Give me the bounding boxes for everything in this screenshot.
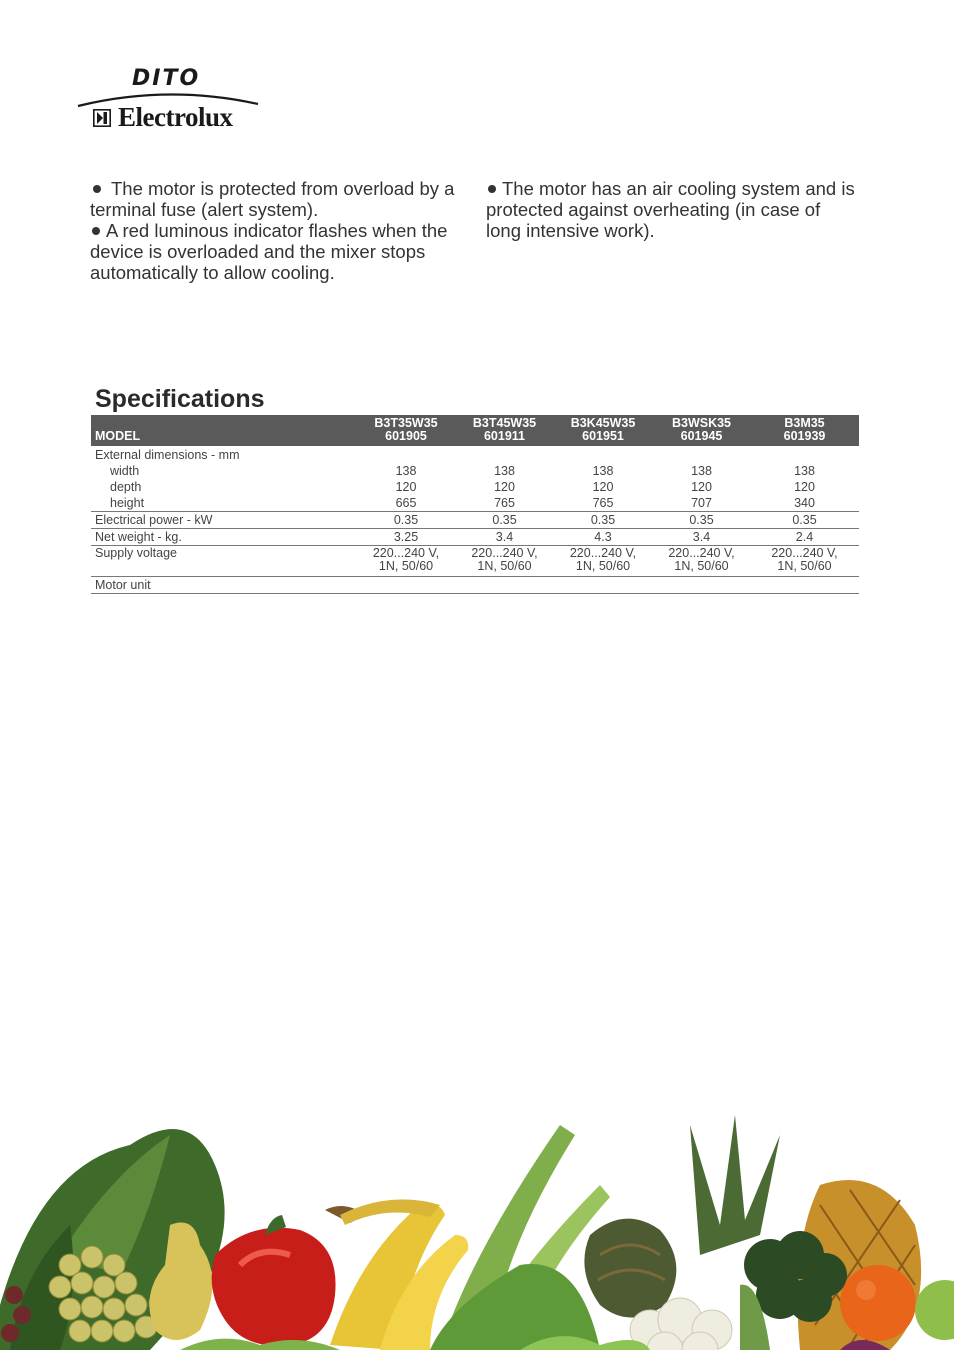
model-column-header: B3M35 601939 bbox=[750, 415, 859, 446]
electrolux-mark-icon bbox=[93, 109, 111, 127]
produce-illustration bbox=[0, 1105, 954, 1350]
table-row: Electrical power - kW 0.35 0.35 0.35 0.35 0.35 bbox=[91, 512, 859, 529]
specifications-title: Specifications bbox=[95, 385, 265, 413]
pineapple-crown bbox=[690, 1115, 780, 1255]
table-row: Motor unit bbox=[91, 577, 859, 594]
model-header: MODEL bbox=[91, 415, 356, 446]
orange bbox=[840, 1265, 916, 1341]
table-row: External dimensions - mm bbox=[95, 448, 240, 462]
brand-logo bbox=[76, 62, 260, 134]
bullet-icon bbox=[92, 227, 100, 235]
table-row: depth 120 120 120 120 120 bbox=[110, 480, 815, 494]
model-column-header: B3WSK35 601945 bbox=[653, 415, 750, 446]
feature-item: A red luminous indicator flashes when the device is overloaded and the mixer stops automatically to allow cooling. bbox=[90, 220, 448, 283]
table-row: height 665 765 765 707 340 bbox=[91, 495, 859, 512]
dito-wordmark: DITO bbox=[132, 66, 201, 91]
features-left bbox=[90, 178, 465, 283]
model-column-header: B3T45W35 601911 bbox=[456, 415, 553, 446]
features-right bbox=[486, 178, 856, 241]
green-apple bbox=[915, 1280, 954, 1340]
table-header-row bbox=[91, 415, 859, 446]
electrolux-wordmark: Electrolux bbox=[118, 102, 233, 132]
table-row: Supply voltage 220...240 V, 1N, 50/60 220...240 V, 1N, 50/60 220...240 V, 1N, 50/60 220...240 V, 1N, 50/60 220...240 V, 1N, 50/60 bbox=[91, 546, 859, 577]
specifications-table bbox=[91, 415, 859, 594]
model-column-header: B3T35W35 601905 bbox=[356, 415, 456, 446]
artichoke bbox=[584, 1219, 676, 1318]
bullet-icon bbox=[488, 185, 496, 193]
feature-item: The motor is protected from overload by a terminal fuse (alert system). bbox=[90, 178, 455, 220]
red-pepper bbox=[212, 1228, 336, 1346]
feature-item: The motor has an air cooling system and is protected against overheating (in case of long intensive work). bbox=[486, 178, 855, 241]
bullet-icon bbox=[93, 185, 101, 193]
model-column-header: B3K45W35 601951 bbox=[553, 415, 653, 446]
table-row: width 138 138 138 138 138 bbox=[110, 464, 815, 478]
table-row: Net weight - kg. 3.25 3.4 4.3 3.4 2.4 bbox=[91, 529, 859, 546]
